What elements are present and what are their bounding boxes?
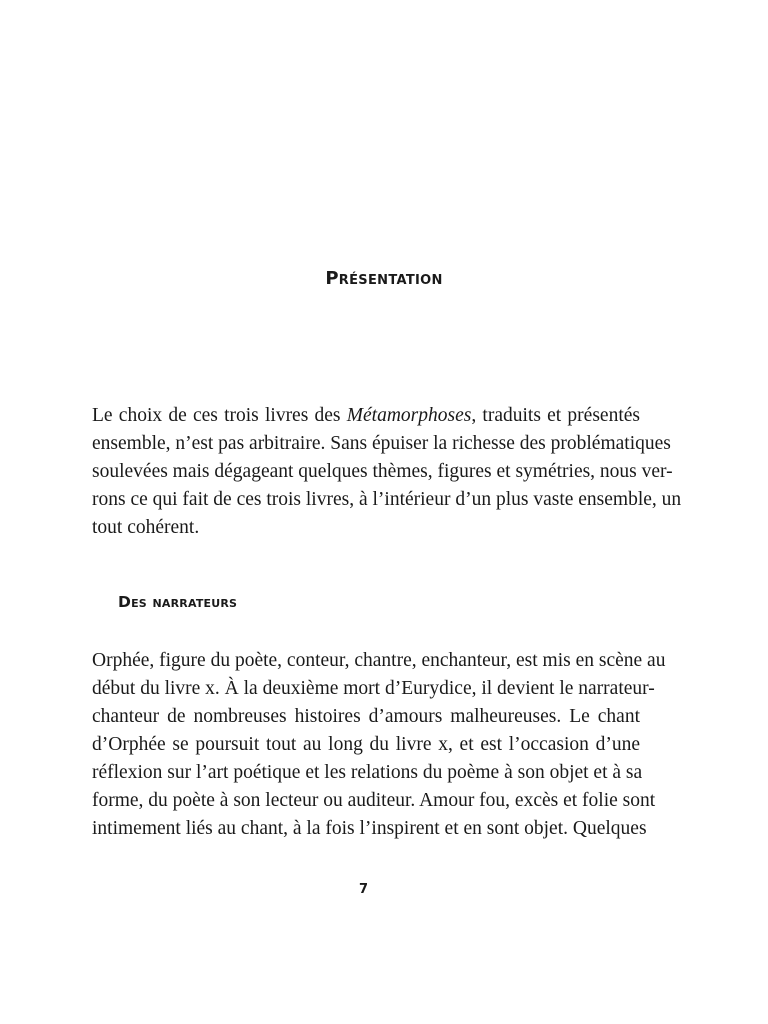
book-title-italic: Métamorphoses xyxy=(346,405,472,426)
text-line xyxy=(92,402,640,430)
text-segment: , traduits et présentés xyxy=(471,405,640,426)
text-line: rons ce qui fait de ces trois livres, à l’intérieur d’un plus vaste ensemble, un xyxy=(92,489,682,510)
chapter-title: Présentation xyxy=(325,268,443,289)
page-number: 7 xyxy=(359,882,369,897)
intro-paragraph xyxy=(92,402,682,542)
text-line: d’Orphée se poursuit tout au long du livre x, et est l’occasion d’une xyxy=(92,734,640,755)
text-line: début du livre x. À la deuxième mort d’Eurydice, il devient le narrateur- xyxy=(92,678,655,699)
section-paragraph xyxy=(92,647,666,843)
section-heading: Des narrateurs xyxy=(118,593,238,611)
text-line: tout cohérent. xyxy=(92,517,200,538)
text-line: soulevées mais dégageant quelques thèmes, figures et symétries, nous ver- xyxy=(92,461,673,482)
text-line: forme, du poète à son lecteur ou auditeur. Amour fou, excès et folie sont xyxy=(92,790,656,811)
text-segment: Le choix de ces trois livres des xyxy=(92,405,347,426)
text-line: chanteur de nombreuses histoires d’amours malheureuses. Le chant xyxy=(92,706,640,727)
text-line: intimement liés au chant, à la fois l’inspirent et en sont objet. Quelques xyxy=(92,818,647,839)
text-line: réflexion sur l’art poétique et les relations du poème à son objet et à sa xyxy=(92,762,643,783)
text-line: Orphée, figure du poète, conteur, chantre, enchanteur, est mis en scène au xyxy=(92,650,666,671)
text-line: ensemble, n’est pas arbitraire. Sans épuiser la richesse des problématiques xyxy=(92,433,671,454)
